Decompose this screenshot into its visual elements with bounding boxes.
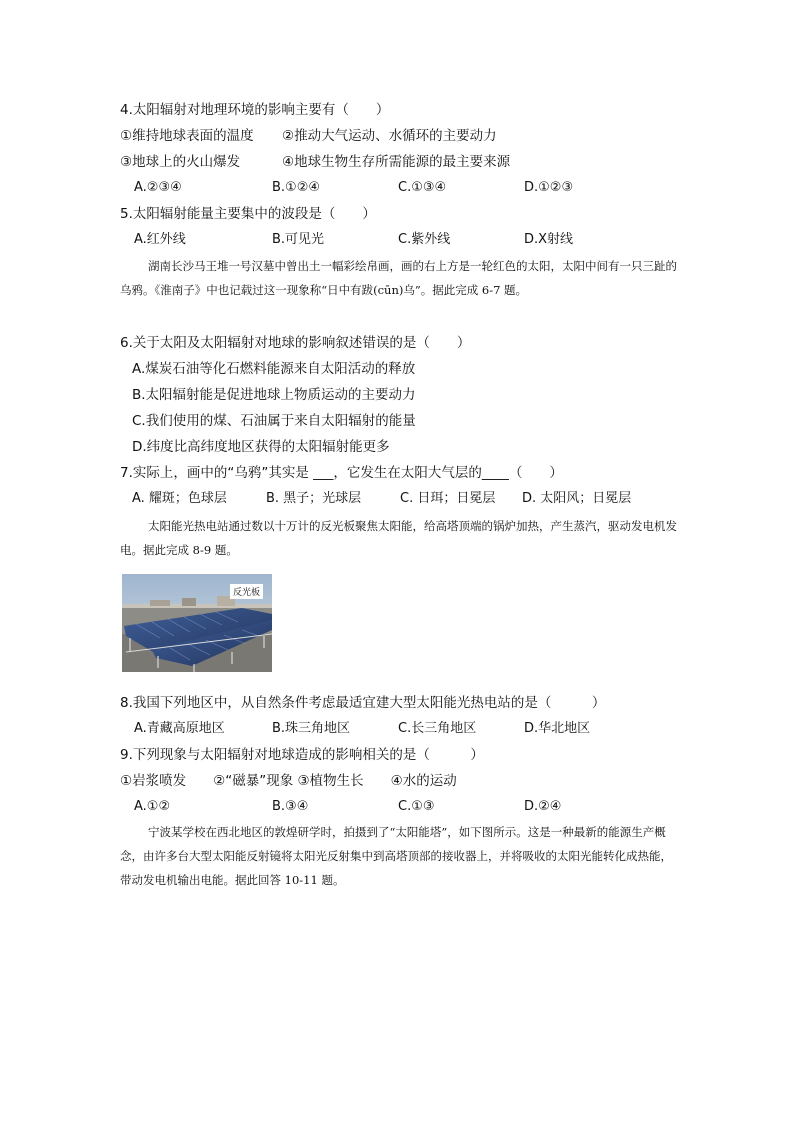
q8-stem: 8.我国下列地区中，从自然条件考虑最适宜建大型太阳能光热电站的是（ ） (120, 695, 606, 711)
q4-item-1: ①维持地球表面的温度 (120, 128, 254, 144)
q8-option-c: C.长三角地区 (398, 721, 477, 736)
passage-2-text: 太阳能光热电站通过数以十万计的反光板聚焦太阳能，给高塔顶端的锅炉加热，产生蒸汽，驱动发电机发电。据此完成 8-9 题。 (120, 519, 677, 557)
passage-1-text: 湖南长沙马王堆一号汉墓中曾出土一幅彩绘帛画，画的右上方是一轮红色的太阳，太阳中间有一只三趾的乌鸦。《淮南子》中也记载过这一现象称“日中有跋(cūn)乌”。据此完成 6-7 题。 (120, 259, 677, 297)
solar-panel-photo (122, 574, 272, 672)
q9-items: ①岩浆喷发 ②“磁暴”现象 ③植物生长 ④水的运动 (120, 773, 457, 789)
q6-stem: 6.关于太阳及太阳辐射对地球的影响叙述错误的是（ ） (120, 335, 471, 351)
reflector-label: 反光板 (230, 584, 263, 599)
q8-option-d: D.华北地区 (524, 721, 591, 736)
q7-option-d: D. 太阳风；日冕层 (522, 491, 632, 506)
q8-option-a: A.青藏高原地区 (134, 721, 225, 736)
q7-stem: 7.实际上，画中的“乌鸦”其实是 ___，它发生在太阳大气层的____（ ） (120, 465, 563, 481)
q7-option-b: B. 黑子；光球层 (266, 491, 362, 506)
q9-option-c: C.①③ (398, 799, 435, 814)
q4-item-2: ②推动大气运动、水循环的主要动力 (282, 128, 497, 144)
q4-option-c: C.①③④ (398, 180, 447, 195)
q5-stem: 5.太阳辐射能量主要集中的波段是（ ） (120, 206, 376, 222)
passage-1 (120, 254, 680, 302)
q4-item-3: ③地球上的火山爆发 (120, 154, 241, 170)
q9-option-a: A.①② (134, 799, 171, 814)
q6-option-c: C.我们使用的煤、石油属于来自太阳辐射的能量 (132, 413, 416, 429)
q9-option-b: B.③④ (272, 799, 309, 814)
q9-stem: 9.下列现象与太阳辐射对地球造成的影响相关的是（ ） (120, 747, 484, 763)
q8-option-b: B.珠三角地区 (272, 721, 351, 736)
passage-3 (120, 820, 680, 892)
q4-item-4: ④地球生物生存所需能源的最主要来源 (282, 154, 511, 170)
q7-option-c: C. 日珥；日冕层 (400, 491, 496, 506)
q4-option-a: A.②③④ (134, 180, 182, 195)
q6-option-d: D.纬度比高纬度地区获得的太阳辐射能更多 (132, 439, 390, 455)
q6-option-b: B.太阳辐射能是促进地球上物质运动的主要动力 (132, 387, 416, 403)
q9-option-d: D.②④ (524, 799, 562, 814)
passage-3-text: 宁波某学校在西北地区的敦煌研学时，拍摄到了“太阳能塔”，如下图所示。这是一种最新的能源生产概念，由许多台大型太阳能反射镜将太阳光反射集中到高塔顶部的接收器上，并将吸收的太阳光能转化成热能，带动发电机输出电能。据此回答 10-11 题。 (120, 825, 672, 887)
q5-option-d: D.X射线 (524, 232, 574, 247)
passage-2 (120, 514, 680, 562)
q5-option-b: B.可见光 (272, 232, 325, 247)
q4-option-d: D.①②③ (524, 180, 574, 195)
q7-option-a: A. 耀斑；色球层 (132, 491, 227, 506)
q4-option-b: B.①②④ (272, 180, 321, 195)
q5-option-a: A.红外线 (134, 232, 186, 247)
q6-option-a: A.煤炭石油等化石燃料能源来自太阳活动的释放 (132, 361, 416, 377)
q5-option-c: C.紫外线 (398, 232, 451, 247)
q4-stem: 4.太阳辐射对地理环境的影响主要有（ ） (120, 102, 390, 118)
